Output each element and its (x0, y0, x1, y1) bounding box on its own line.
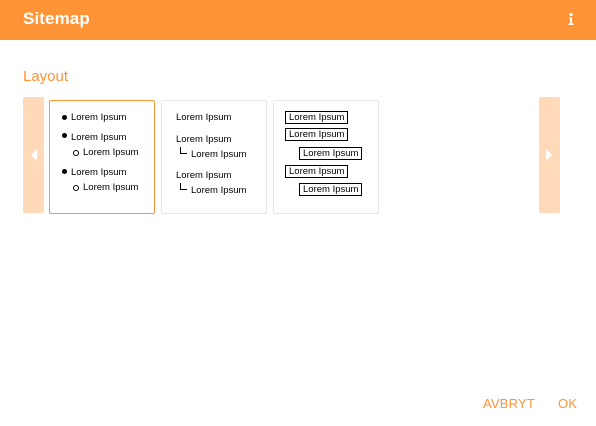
layout-option-boxed[interactable] (273, 100, 379, 214)
list-item: Lorem Ipsum (176, 170, 232, 181)
list-item: Lorem Ipsum (285, 128, 348, 141)
dialog-header (0, 0, 596, 40)
carousel-prev-button[interactable] (23, 97, 44, 213)
list-item: Lorem Ipsum (191, 149, 247, 160)
list-item: Lorem Ipsum (71, 167, 127, 178)
list-item: Lorem Ipsum (285, 111, 348, 124)
dialog-title: Sitemap (23, 9, 90, 28)
list-item: Lorem Ipsum (71, 132, 127, 143)
layout-option-bulleted[interactable] (49, 100, 155, 214)
list-item: Lorem Ipsum (83, 147, 139, 158)
layout-option-tree[interactable] (161, 100, 267, 214)
list-item: Lorem Ipsum (191, 185, 247, 196)
list-item: Lorem Ipsum (71, 112, 127, 123)
list-item: Lorem Ipsum (176, 134, 232, 145)
list-item: Lorem Ipsum (299, 183, 362, 196)
bullet-dot-icon (62, 115, 67, 120)
list-item: Lorem Ipsum (176, 112, 232, 123)
list-item: Lorem Ipsum (83, 182, 139, 193)
info-icon[interactable] (566, 11, 576, 27)
cancel-button[interactable]: AVBRYT (483, 396, 536, 411)
bullet-dot-icon (62, 169, 67, 174)
carousel-next-button[interactable] (539, 97, 560, 213)
chevron-right-icon (545, 148, 554, 162)
bullet-dot-icon (62, 133, 67, 138)
tree-connector-icon (180, 147, 187, 154)
bullet-circle-icon (73, 150, 79, 156)
list-item: Lorem Ipsum (285, 165, 348, 178)
layout-section-label: Layout (23, 68, 69, 85)
list-item: Lorem Ipsum (299, 147, 362, 160)
ok-button[interactable]: OK (558, 396, 578, 411)
tree-connector-icon (180, 183, 187, 190)
chevron-left-icon (29, 148, 38, 162)
bullet-circle-icon (73, 185, 79, 191)
